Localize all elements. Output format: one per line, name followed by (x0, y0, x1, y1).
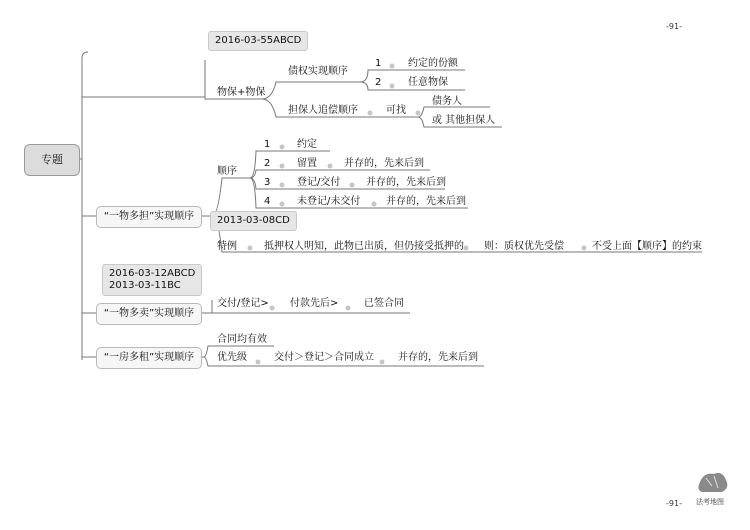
branch-node[interactable]: “一物多担”实现顺序 (96, 206, 202, 228)
item-text: 约定的份额 (408, 58, 458, 69)
item-text: 抵押权人明知，此物已出质，但仍接受抵押的 (264, 241, 464, 252)
item-text: 登记/交付 (297, 177, 341, 188)
page-number-top: -91- (666, 22, 682, 31)
item-text: 任意物保 (408, 77, 448, 88)
note-box: 2016-03-55ABCD (208, 31, 308, 51)
item-number: 1 (375, 58, 382, 69)
item-text: 交付＞登记＞合同成立 (274, 352, 374, 363)
item-text: 可找 (386, 105, 406, 116)
item-text: 债务人 (432, 96, 462, 107)
item-number: 2 (264, 158, 271, 169)
item-text: 已签合同 (364, 298, 404, 309)
item-number: 2 (375, 77, 382, 88)
item-text: 约定 (297, 139, 317, 150)
branch-node[interactable]: “一房多租”实现顺序 (96, 347, 202, 369)
sub-branch-label[interactable]: 担保人追偿顺序 (288, 105, 358, 116)
root-node[interactable]: 专题 (24, 144, 80, 176)
sub-branch-label[interactable]: 债权实现顺序 (288, 66, 348, 77)
note-box (102, 264, 202, 296)
item-text: 不受上面【顺序】的约束 (592, 241, 702, 252)
item-number: 4 (264, 196, 271, 207)
item-text: 交付/登记> (217, 298, 269, 309)
item-text: 或 其他担保人 (432, 115, 496, 126)
sub-branch-label[interactable]: 优先级 (217, 352, 247, 363)
page-number-bottom: -91- (666, 499, 682, 508)
item-number: 1 (264, 139, 271, 150)
item-number: 3 (264, 177, 271, 188)
item-text: 并存的，先来后到 (386, 196, 466, 207)
item-text: 留置 (297, 158, 317, 169)
note-box: 2013-03-08CD (210, 211, 297, 231)
branch-node[interactable]: “一物多卖”实现顺序 (96, 303, 202, 325)
sub-branch-label[interactable]: 顺序 (217, 166, 237, 177)
item-text: 未登记/未交付 (297, 196, 361, 207)
item-text: 并存的，先来后到 (398, 352, 478, 363)
item-text: 则：质权优先受偿 (484, 241, 564, 252)
item-text: 合同均有效 (217, 334, 267, 345)
logo-icon (698, 473, 727, 492)
item-text: 付款先后> (290, 298, 339, 309)
item-text: 并存的，先来后到 (366, 177, 446, 188)
note-line: 2016-03-12ABCD (109, 268, 196, 279)
sub-branch-label[interactable]: 特例 (217, 241, 237, 252)
branch-label[interactable]: 物保+物保 (217, 87, 266, 98)
item-text: 并存的，先来后到 (344, 158, 424, 169)
note-line: 2013-03-11BC (109, 280, 181, 291)
brand-label: 法考地图 (696, 498, 724, 506)
